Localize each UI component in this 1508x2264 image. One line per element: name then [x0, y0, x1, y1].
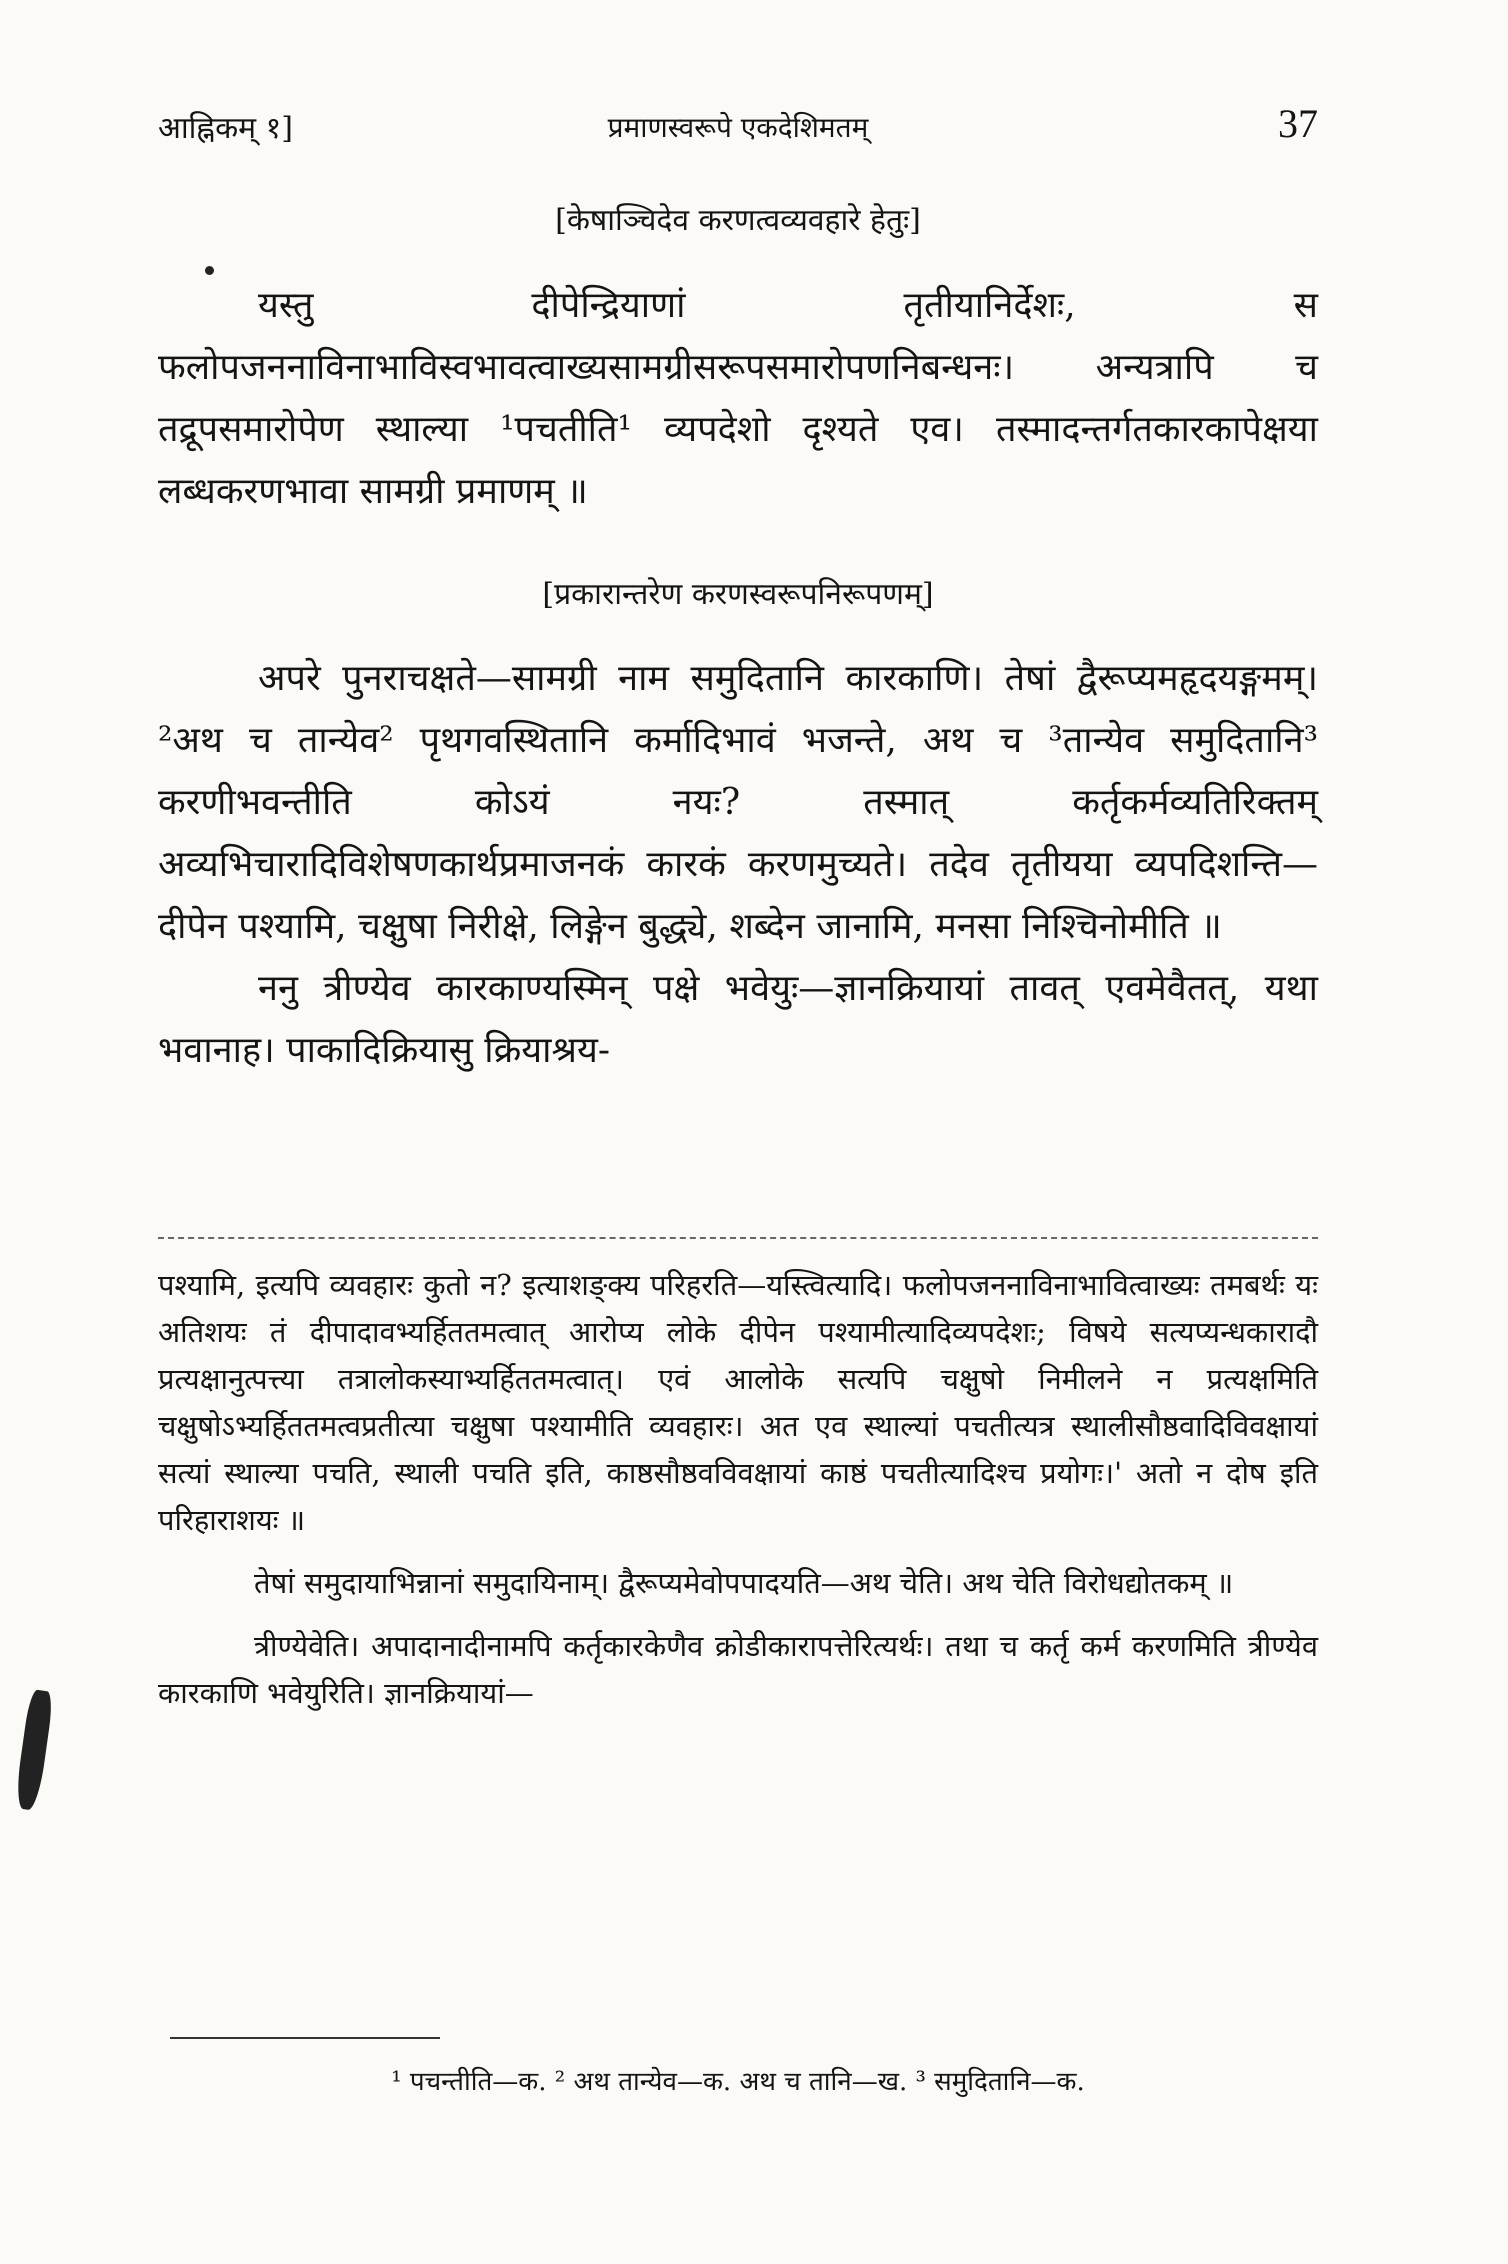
ink-dot [205, 266, 214, 275]
main-text-1 [158, 275, 1318, 523]
header-title: प्रमाणस्वरूपे एकदेशिमतम् [607, 111, 869, 144]
main-text-2 [158, 648, 1318, 1082]
commentary [158, 1262, 1318, 1717]
commentary-paragraph: पश्यामि, इत्यपि व्यवहारः कुतो न? इत्याशङ्क्य परिहरति—यस्त्वित्यादि। फलोपजननाविनाभावित्वाख्यः तमबर्थः यः अतिशयः तं दीपादावभ्यर्हिततमत्वात् आरोप्य लोके दीपेन पश्यामीत्यादिव्यपदेशः; विषये सत्यप्यन्धकारादौ प्रत्यक्षानुत्पत्त्या तत्रालोकस्याभ्यर्हिततमत्वात्। एवं आलोके सत्यपि चक्षुषो निमीलने न प्रत्यक्षमिति चक्षुषोऽभ्यर्हिततमत्वप्रतीत्या चक्षुषा पश्यामीति व्यवहारः। अत एव स्थाल्यां पचतीत्यत्र स्थालीसौष्ठवादिविवक्षायां सत्यां स्थाल्या पचति, स्थाली पचति इति, काष्ठसौष्ठवविवक्षायां काष्ठं पचतीत्यादिश्च प्रयोगः।' अतो न दोष इति परिहाराशयः ॥ [158, 1268, 1318, 1537]
section-heading-1: [केषाञ्चिदेव करणत्वव्यवहारे हेतुः] [555, 203, 921, 238]
footnote-rule [170, 2037, 440, 2039]
main-paragraph: अपरे पुनराचक्षते—सामग्री नाम समुदितानि कारकाणि। तेषां द्वैरूप्यमहृदयङ्गमम्। ²अथ च तान्येव² पृथगवस्थितानि कर्मादिभावं भजन्ते, अथ च ³तान्येव समुदितानि³ करणीभवन्तीति कोऽयं नयः? तस्मात् कर्तृकर्मव्यतिरिक्तम् अव्यभिचारादिविशेषणकार्थप्रमाजनकं कारकं करणमुच्यते। तदेव तृतीयया व्यपदिशन्ति—दीपेन पश्यामि, चक्षुषा निरीक्षे, लिङ्गेन बुद्ध्ये, शब्देन जानामि, मनसा निश्चिनोमीति ॥ [158, 658, 1318, 947]
footnotes: ¹ पचन्तीति—क. ² अथ तान्येव—क. अथ च तानि—ख. ³ समुदितानि—क. [391, 2067, 1085, 2097]
main-paragraph: यस्तु दीपेन्द्रियाणां तृतीयानिर्देशः, स फलोपजननाविनाभाविस्वभावत्वाख्यसामग्रीसरूपसमारोपणनिबन्धनः। अन्यत्रापि च तद्रूपसमारोपेण स्थाल्या ¹पचतीति¹ व्यपदेशो दृश्यते एव। तस्मादन्तर्गतकारकापेक्षया लब्धकरणभावा सामग्री प्रमाणम् ॥ [158, 285, 1318, 512]
text-commentary-divider [158, 1237, 1318, 1239]
section-heading-2: [प्रकारान्तरेण करणस्वरूपनिरूपणम्] [542, 577, 934, 612]
margin-smudge [14, 1689, 54, 1811]
main-paragraph: ननु त्रीण्येव कारकाण्यस्मिन् पक्षे भवेयुः—ज्ञानक्रियायां तावत् एवमेवैतत्, यथा भवानाह। पाकादिक्रियासु क्रियाश्रय- [158, 968, 1318, 1071]
running-header [158, 101, 1318, 156]
chapter-label: आह्निकम् १] [158, 111, 293, 146]
commentary-paragraph: तेषां समुदायाभिन्नानां समुदायिनाम्। द्वैरूप्यमेवोपपादयति—अथ चेति। अथ चेति विरोधद्योतकम् ॥ [254, 1566, 1234, 1600]
commentary-paragraph: त्रीण्येवेति। अपादानादीनामपि कर्तृकारकेणैव क्रोडीकारापत्तेरित्यर्थः। तथा च कर्तृ कर्म करणमिति त्रीण्येव कारकाणि भवेयुरिति। ज्ञानक्रियायां— [158, 1629, 1318, 1710]
page-number: 37 [1278, 101, 1318, 146]
